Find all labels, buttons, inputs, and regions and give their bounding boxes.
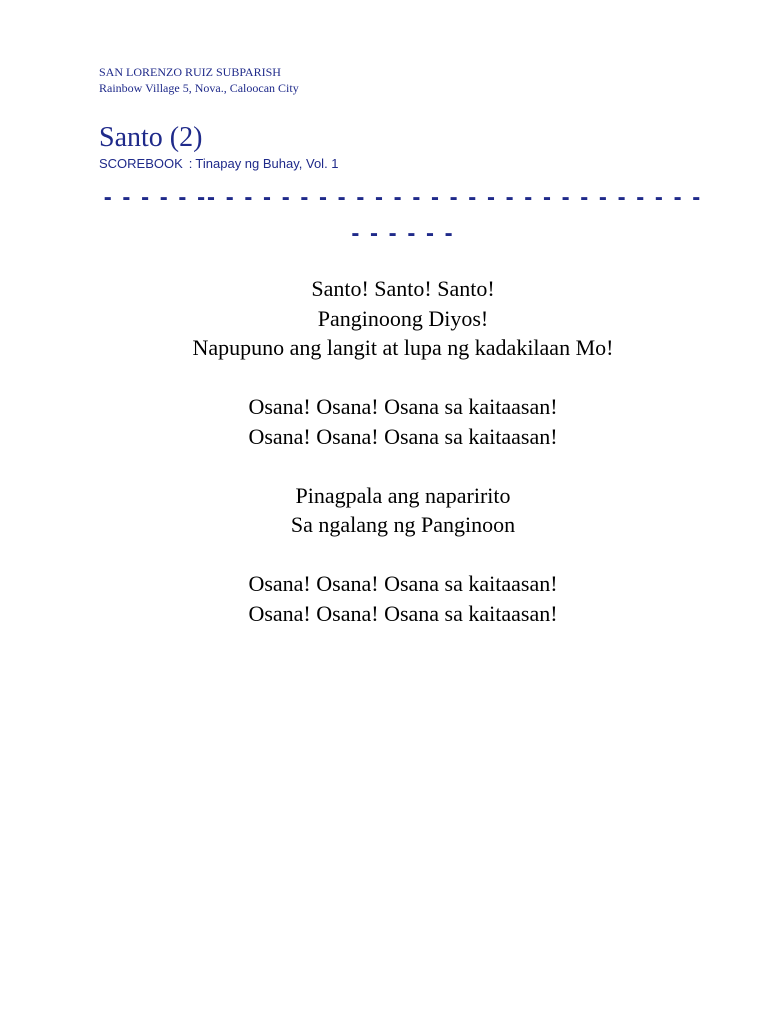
- lyric-line: Pinagpala ang naparirito: [295, 482, 511, 508]
- scorebook-separator: :: [188, 156, 193, 171]
- parish-address: Rainbow Village 5, Nova., Caloocan City: [99, 81, 299, 95]
- scorebook-value: Tinapay ng Buhay, Vol. 1: [195, 156, 339, 171]
- lyric-line: Panginoong Diyos!: [317, 305, 489, 331]
- lyric-line: Sa ngalang ng Panginoon: [290, 512, 516, 537]
- lyric-line: Osana! Osana! Osana sa kaitaasan!: [248, 423, 558, 449]
- lyric-line: Napupuno ang langit at lupa ng kadakilaan Mo!: [192, 335, 614, 360]
- scorebook-label: SCOREBOOK: [99, 156, 183, 171]
- lyric-line: Santo! Santo! Santo!: [311, 276, 495, 301]
- stanza-2: [0, 392, 768, 451]
- lyric-line: Osana! Osana! Osana sa kaitaasan!: [248, 394, 558, 419]
- stanza-4: [0, 569, 768, 628]
- parish-header: [99, 64, 299, 96]
- lyrics-body: [0, 274, 768, 658]
- stanza-1: [0, 274, 768, 363]
- scorebook-reference: [99, 155, 339, 173]
- lyric-line: Osana! Osana! Osana sa kaitaasan!: [248, 571, 558, 596]
- stanza-3: [0, 481, 768, 540]
- parish-name: SAN LORENZO RUIZ SUBPARISH: [99, 65, 281, 79]
- lyric-line: Osana! Osana! Osana sa kaitaasan!: [248, 600, 558, 626]
- song-title: Santo (2): [99, 122, 203, 153]
- dashed-divider: - - - - - -- - - - - - - - - - - - - - - - - - - - - - - - - - - - - - - - -: [103, 184, 703, 247]
